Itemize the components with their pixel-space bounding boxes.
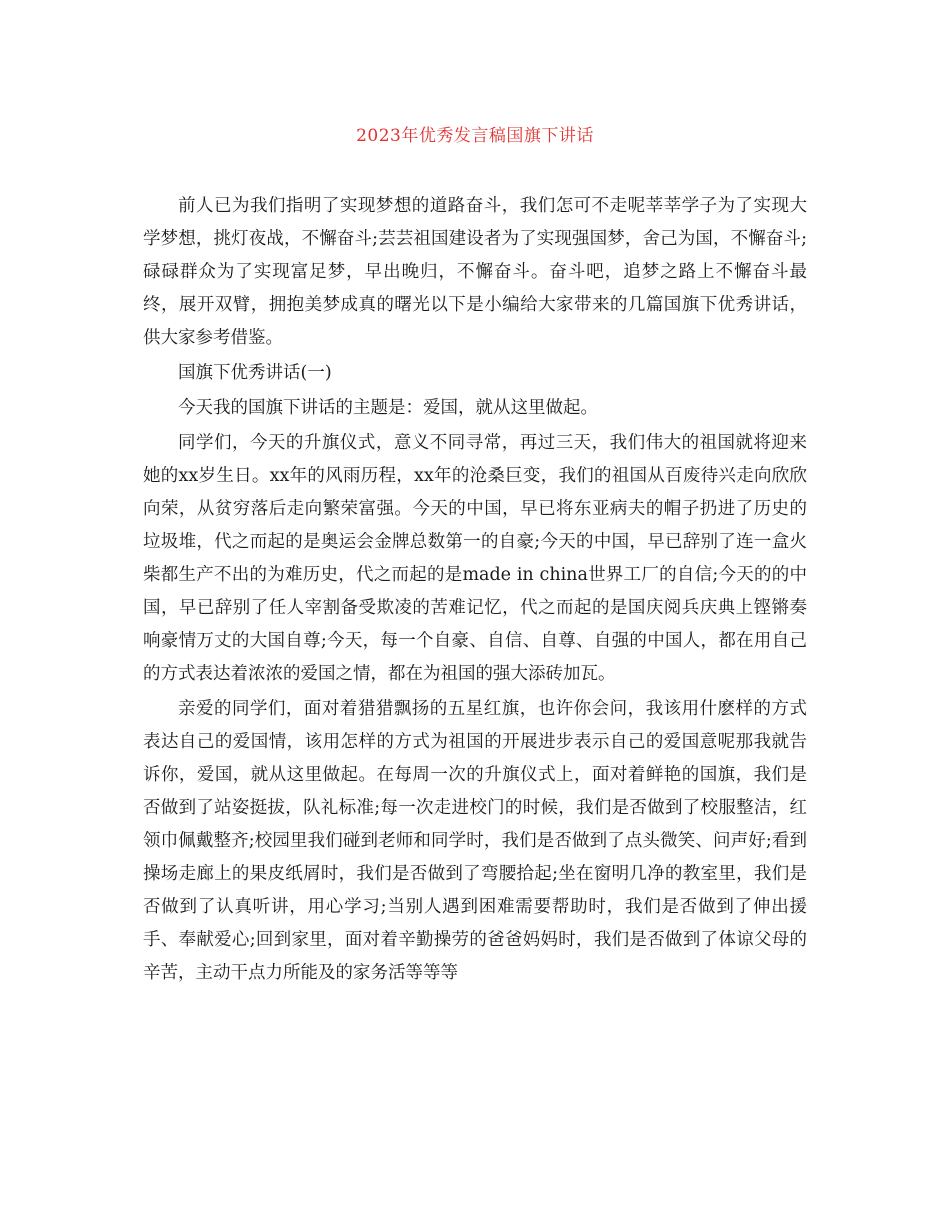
body-paragraph: 同学们，今天的升旗仪式，意义不同寻常，再过三天，我们伟大的祖国就将迎来她的xx岁生日。xx年的风雨历程，xx年的沧桑巨变，我们的祖国从百废待兴走向欣欣向荣，从贫穷落后走向繁荣富强。今天的中国，早已将东亚病夫的帽子扔进了历史的垃圾堆，代之而起的是奥运会金牌总数第一的自豪;今天的中国，早已辞别了连一盒火柴都生产不出的为难历史，代之而起的是made in china世界工厂的自信;今天的的中国，早已辞别了任人宰割备受欺凌的苦难记忆，代之而起的是国庆阅兵庆典上铿锵奏响豪情万丈的大国自尊;今天，每一个自豪、自信、自尊、自强的中国人，都在用自己的方式表达着浓浓的爱国之情，都在为祖国的强大添砖加瓦。 bbox=[143, 433, 807, 684]
body-paragraph: 亲爱的同学们，面对着猎猎飘扬的五星红旗，也许你会问，我该用什麽样的方式表达自己的爱国情，该用怎样的方式为祖国的开展进步表示自己的爱国意呢那我就告诉你，爱国，就从这里做起。在每周一次的升旗仪式上，面对着鲜艳的国旗，我们是否做到了站姿挺拔，队礼标准;每一次走进校门的时候，我们是否做到了校服整洁，红领巾佩戴整齐;校园里我们碰到老师和同学时，我们是否做到了点头微笑、问声好;看到操场走廊上的果皮纸屑时，我们是否做到了弯腰拾起;坐在窗明几净的教室里，我们是否做到了认真听讲，用心学习;当别人遇到困难需要帮助时，我们是否做到了伸出援手、奉献爱心;回到家里，面对着辛勤操劳的爸爸妈妈时，我们是否做到了体谅父母的辛苦，主动干点力所能及的家务活等等等 bbox=[143, 699, 807, 983]
topic-paragraph: 今天我的国旗下讲话的主题是：爱国，就从这里做起。 bbox=[178, 398, 598, 418]
intro-paragraph: 前人已为我们指明了实现梦想的道路奋斗，我们怎可不走呢莘莘学子为了实现大学梦想，挑灯夜战，不懈奋斗;芸芸祖国建设者为了实现强国梦，舍己为国，不懈奋斗;碌碌群众为了实现富足梦，早出晚归，不懈奋斗。奋斗吧，追梦之路上不懈奋斗最终，展开双臂，拥抱美梦成真的曙光以下是小编给大家带来的几篇国旗下优秀讲话，供大家参考借鉴。 bbox=[143, 196, 807, 348]
document-title: 2023年优秀发言稿国旗下讲话 bbox=[356, 126, 594, 146]
section-heading: 国旗下优秀讲话(一) bbox=[178, 363, 332, 383]
document-body bbox=[143, 190, 807, 992]
